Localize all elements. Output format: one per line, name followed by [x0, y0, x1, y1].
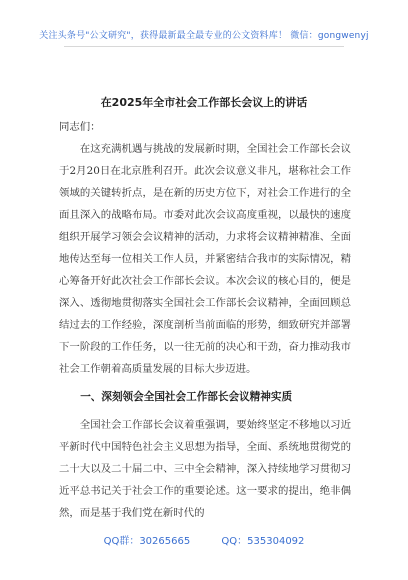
footer-qq: QQ：535304092: [221, 536, 305, 547]
body-paragraph-1: 在这充满机遇与挑战的发展新时期，全国社会工作部长会议于2月20日在北京胜利召开。此次会议意义非凡，堪称社会工作领域的关键转折点，是在新的历史方位下，对社会工作进行的全面且深入的战略布局。市委对此次会议高度重视，以最快的速度组织开展学习领会会议精神的活动，力求将会议精神精准、全面地传达至每一位相关工作人员，并紧密结合我市的实际情况，精心筹备开好此次社会工作部长会议。本次会议的核心目的，便是深入、透彻地贯彻落实全国社会工作部长会议精神，全面回顾总结过去的工作经验，深度剖析当前面临的形势，细致研究并部署下一阶段的工作任务，以一往无前的决心和干劲，奋力推动我市社会工作朝着高质量发展的目标大步迈进。: [59, 143, 351, 375]
salutation: 同志们：: [59, 121, 101, 133]
section-heading-1: 一、深刻领会全国社会工作部长会议精神实质: [80, 391, 293, 403]
footer-contact: [0, 532, 408, 547]
document-title: 在2025年全市社会工作部长会议上的讲话: [100, 96, 308, 109]
body-paragraph-2: 全国社会工作部长会议着重强调，要始终坚定不移地以习近平新时代中国特色社会主义思想为指导，全面、系统地贯彻党的二十大以及二十届二中、三中全会精神，深入持续地学习贯彻习近平总书记关于社会工作的重要论述。这一要求的提出，绝非偶然，而是基于我们党在新时代的: [59, 419, 351, 519]
header-note: 关注头条号"公文研究"，获得最新最全最专业的公文资料库！ 微信：gongwenyj: [39, 31, 369, 41]
footer-qq-group: QQ群：30265665: [103, 536, 191, 547]
header-divider: [64, 46, 344, 47]
